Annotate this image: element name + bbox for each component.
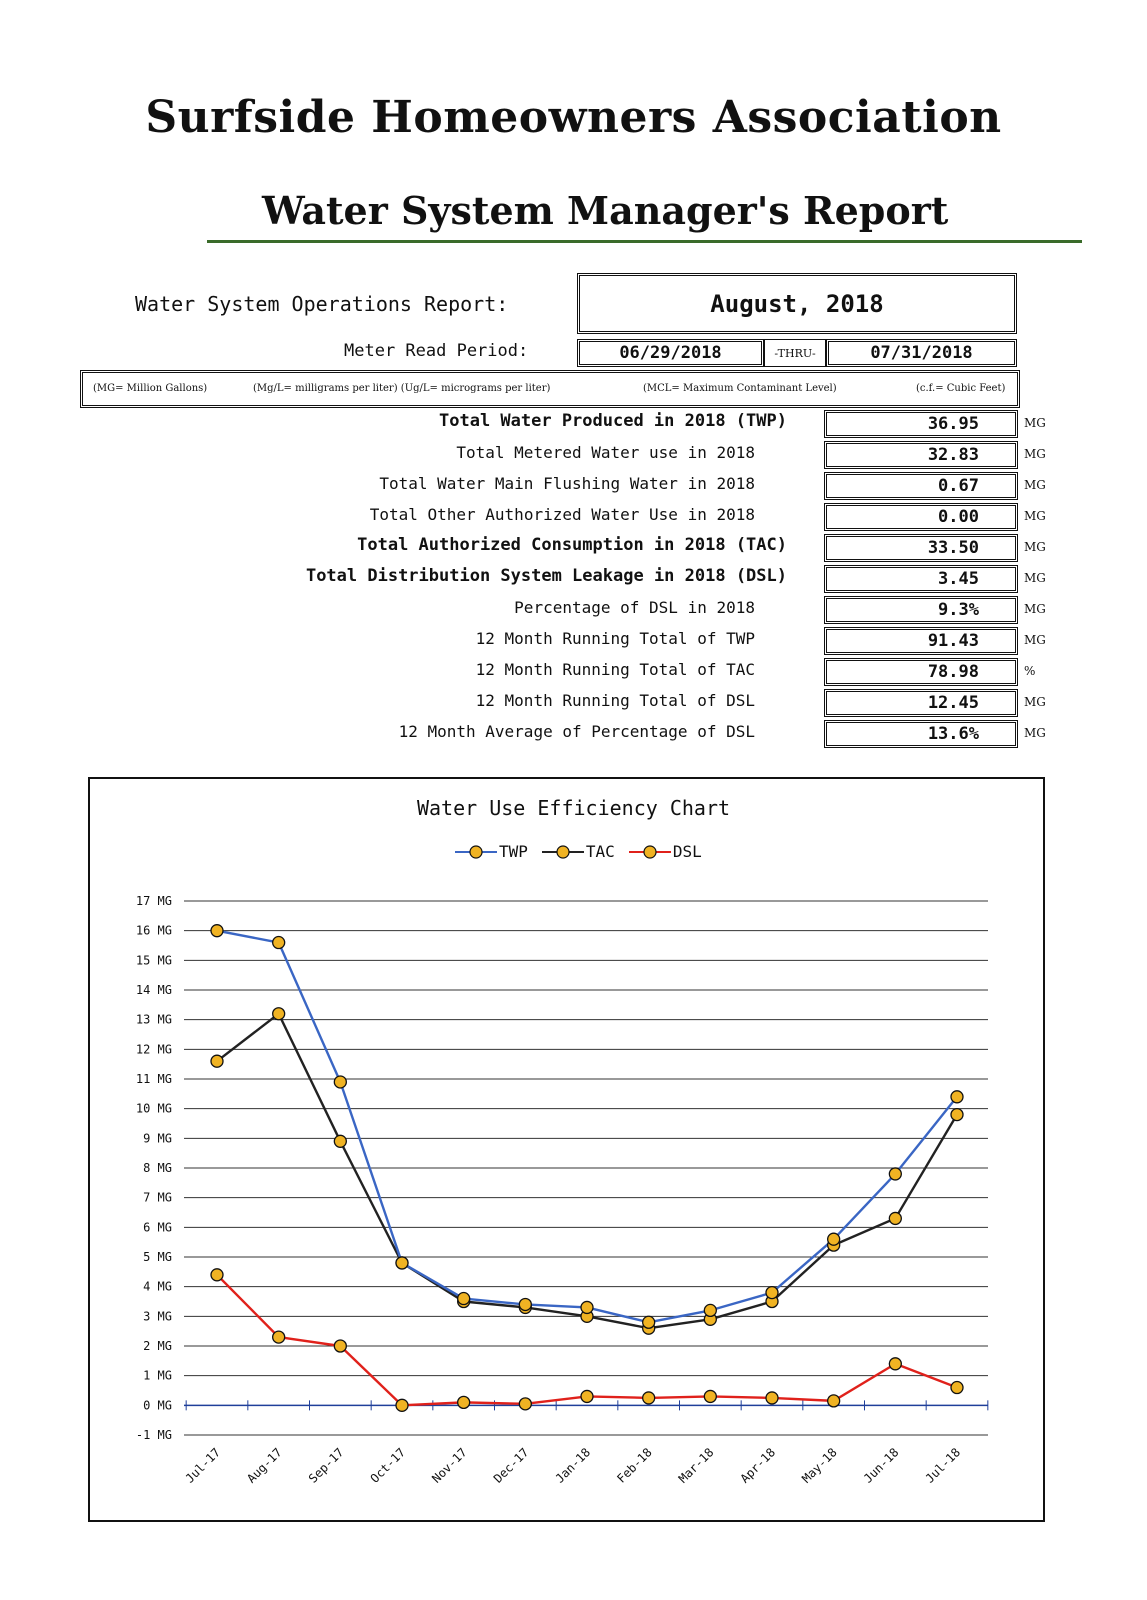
report-title: Water System Manager's Report (262, 188, 949, 233)
row-label: Total Metered Water use in 2018 (456, 443, 755, 462)
row-value: 91.43 (824, 627, 1018, 655)
period-end-date: 07/31/2018 (826, 339, 1017, 367)
row-value: 3.45 (824, 565, 1018, 593)
y-tick-label: 1 MG (143, 1368, 172, 1383)
y-tick-label: 8 MG (143, 1161, 172, 1175)
legend-cf: (c.f.= Cubic Feet) (916, 383, 1006, 394)
operations-label: Water System Operations Report: (135, 292, 509, 316)
abbreviation-legend (80, 370, 1020, 408)
y-tick-label: 3 MG (143, 1309, 172, 1324)
legend-twp (455, 842, 528, 861)
x-tick-label: Dec-17 (490, 1445, 532, 1486)
x-tick-label: Jul-18 (922, 1445, 964, 1486)
row-label: Total Distribution System Leakage in 2018 (DSL) (305, 566, 787, 586)
row-label: 12 Month Running Total of TAC (475, 660, 755, 679)
row-unit: MG (1024, 571, 1046, 585)
row-label: Total Water Produced in 2018 (TWP) (439, 411, 787, 431)
y-tick-label: 15 MG (135, 953, 172, 968)
row-label: Total Authorized Consumption in 2018 (TAC) (357, 535, 787, 555)
thru-label: -THRU- (764, 339, 826, 367)
report-month: August, 2018 (577, 273, 1017, 334)
title-underline (207, 240, 1082, 243)
y-tick-label: -1 MG (135, 1428, 172, 1442)
row-label: Total Other Authorized Water Use in 2018 (369, 505, 755, 524)
period-start-date: 06/29/2018 (577, 339, 764, 367)
row-value: 33.50 (824, 534, 1018, 562)
legend-mg: (MG= Million Gallons) (93, 383, 208, 394)
x-tick-label: Feb-18 (614, 1445, 655, 1486)
row-unit: MG (1024, 540, 1046, 554)
y-tick-label: 17 MG (135, 894, 172, 908)
row-unit: MG (1024, 695, 1046, 709)
y-tick-label: 11 MG (135, 1072, 172, 1086)
x-tick-label: Aug-17 (244, 1445, 285, 1486)
row-unit: % (1024, 664, 1036, 678)
x-tick-label: Jan-18 (552, 1445, 594, 1486)
x-tick-label: Apr-18 (737, 1445, 779, 1486)
chart-legend (455, 842, 702, 861)
row-value: 32.83 (824, 441, 1018, 469)
chart-title: Water Use Efficiency Chart (416, 796, 731, 820)
x-tick-label: Jun-18 (860, 1445, 902, 1486)
row-label: 12 Month Average of Percentage of DSL (398, 722, 755, 741)
row-value: 36.95 (824, 410, 1018, 438)
row-unit: MG (1024, 416, 1046, 430)
y-tick-label: 0 MG (143, 1398, 172, 1413)
row-label: Total Water Main Flushing Water in 2018 (379, 474, 755, 493)
y-tick-label: 9 MG (143, 1131, 172, 1146)
y-tick-label: 12 MG (135, 1042, 172, 1057)
row-unit: MG (1024, 509, 1046, 523)
row-label: 12 Month Running Total of DSL (475, 691, 755, 710)
row-value: 13.6% (824, 720, 1018, 748)
y-tick-label: 6 MG (143, 1220, 172, 1235)
legend-tac (542, 842, 615, 861)
x-tick-label: Mar-18 (675, 1445, 717, 1486)
x-tick-label: Jul-17 (182, 1445, 224, 1486)
row-value: 12.45 (824, 689, 1018, 717)
meter-period-label: Meter Read Period: (344, 341, 529, 361)
legend-dsl-label: DSL (672, 842, 702, 861)
legend-tac-label: TAC (585, 842, 615, 861)
y-tick-label: 10 MG (135, 1101, 172, 1116)
y-tick-label: 7 MG (143, 1190, 172, 1205)
legend-mcl: (MCL= Maximum Contaminant Level) (643, 383, 837, 394)
y-tick-label: 4 MG (143, 1279, 172, 1294)
row-unit: MG (1024, 447, 1046, 461)
row-value: 9.3% (824, 596, 1018, 624)
row-label: Percentage of DSL in 2018 (514, 598, 755, 617)
row-value: 0.00 (824, 503, 1018, 531)
chart-frame (88, 777, 1045, 1522)
y-tick-label: 13 MG (135, 1012, 172, 1027)
legend-dsl (629, 842, 702, 861)
y-tick-label: 16 MG (135, 923, 172, 938)
x-tick-label: Oct-17 (367, 1445, 409, 1486)
row-unit: MG (1024, 726, 1046, 740)
org-title: Surfside Homeowners Association (145, 92, 1002, 143)
row-value: 78.98 (824, 658, 1018, 686)
row-label: 12 Month Running Total of TWP (475, 629, 755, 648)
legend-twp-label: TWP (499, 842, 528, 861)
x-tick-label: May-18 (799, 1445, 840, 1486)
row-unit: MG (1024, 478, 1046, 492)
legend-mgl: (Mg/L= milligrams per liter) (Ug/L= micrograms per liter) (253, 383, 551, 394)
row-unit: MG (1024, 602, 1046, 616)
y-tick-label: 2 MG (143, 1339, 172, 1353)
x-tick-label: Nov-17 (429, 1445, 470, 1486)
x-tick-label: Sep-17 (305, 1445, 347, 1486)
row-unit: MG (1024, 633, 1046, 647)
y-tick-label: 14 MG (135, 983, 172, 997)
row-value: 0.67 (824, 472, 1018, 500)
y-tick-label: 5 MG (143, 1250, 172, 1264)
